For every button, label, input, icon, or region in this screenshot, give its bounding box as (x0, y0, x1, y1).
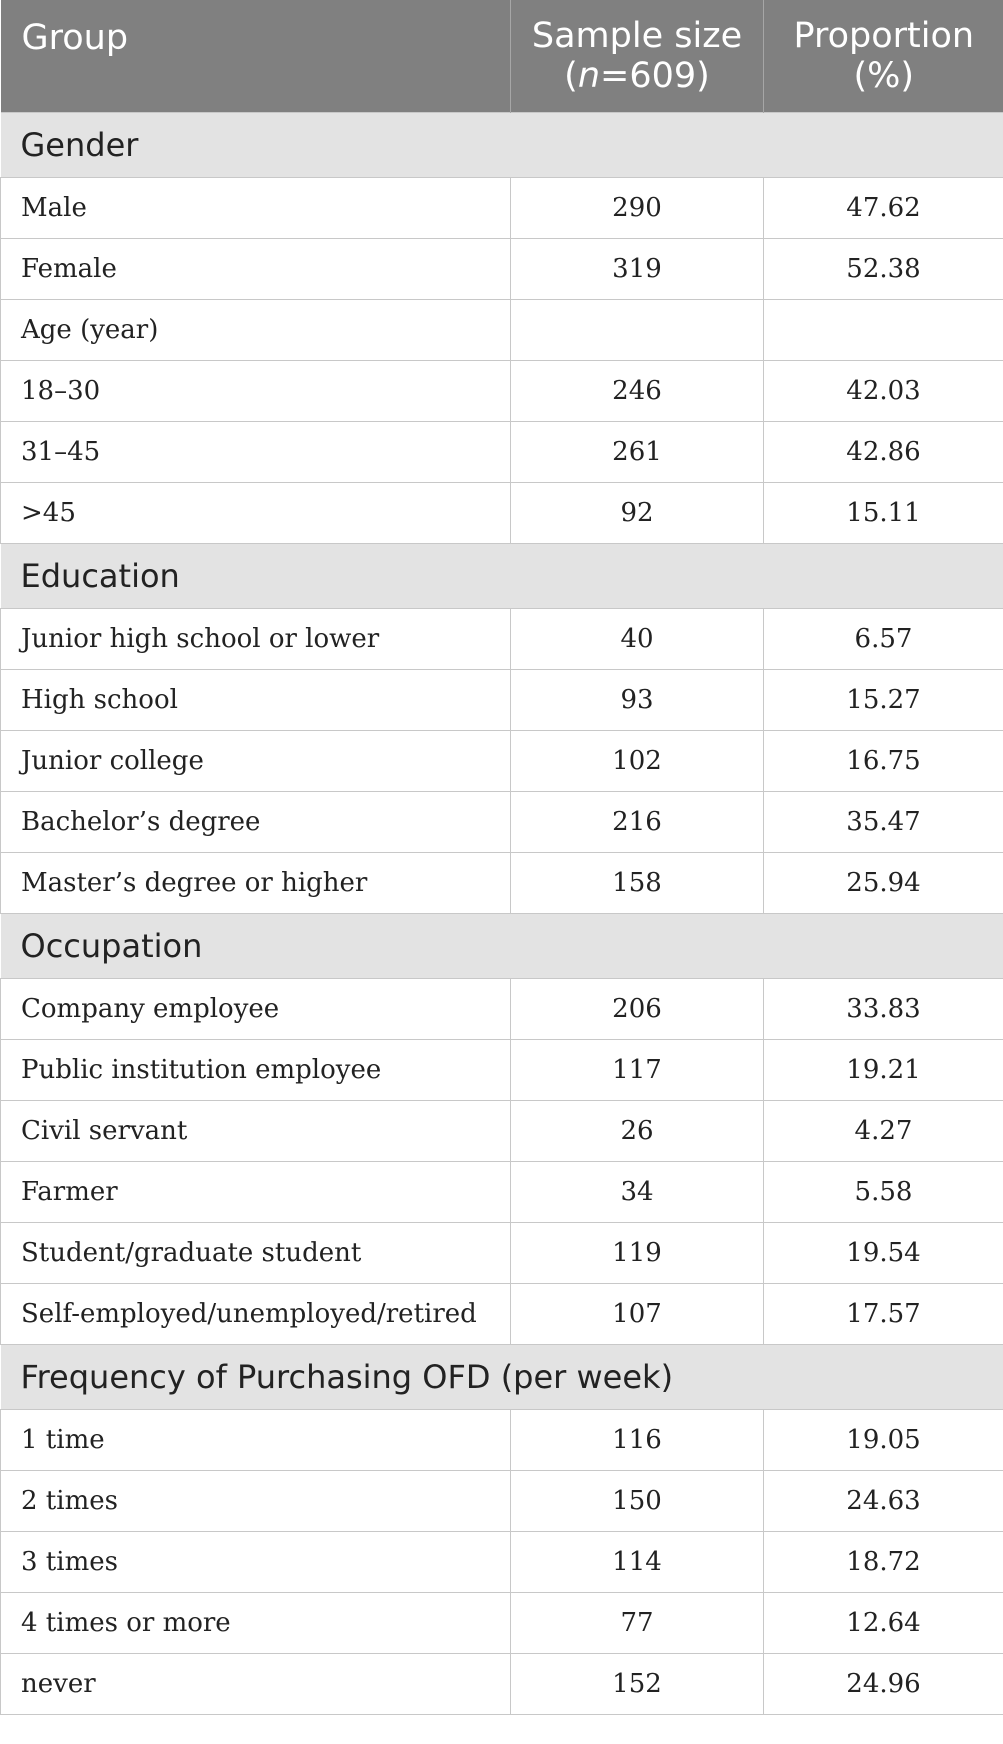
row-sample-size: 290 (511, 178, 764, 239)
table-row (1, 483, 1003, 544)
row-proportion: 4.27 (764, 1101, 1003, 1162)
table-row (1, 1223, 1003, 1284)
row-proportion: 35.47 (764, 792, 1003, 853)
row-label: Bachelor’s degree (1, 792, 511, 853)
row-sample-size: 206 (511, 979, 764, 1040)
row-proportion: 17.57 (764, 1284, 1003, 1345)
table-row (1, 792, 1003, 853)
row-proportion: 24.63 (764, 1471, 1003, 1532)
row-proportion: 12.64 (764, 1593, 1003, 1654)
row-proportion: 42.03 (764, 361, 1003, 422)
header-sample-size-line2: =609) (600, 56, 710, 96)
row-sample-size: 34 (511, 1162, 764, 1223)
row-sample-size: 216 (511, 792, 764, 853)
row-proportion: 19.05 (764, 1410, 1003, 1471)
row-sample-size: 117 (511, 1040, 764, 1101)
row-label: 31–45 (1, 422, 511, 483)
row-label: Junior high school or lower (1, 609, 511, 670)
table-row (1, 422, 1003, 483)
row-label: Junior college (1, 731, 511, 792)
row-label: Farmer (1, 1162, 511, 1223)
row-label: High school (1, 670, 511, 731)
row-proportion: 15.27 (764, 670, 1003, 731)
table-row (1, 361, 1003, 422)
row-sample-size: 246 (511, 361, 764, 422)
header-sample-size-paren: ( (564, 56, 578, 96)
row-proportion: 25.94 (764, 853, 1003, 914)
row-sample-size: 114 (511, 1532, 764, 1593)
section-title: Education (1, 544, 1003, 609)
row-proportion: 42.86 (764, 422, 1003, 483)
row-proportion (764, 300, 1003, 361)
row-sample-size: 40 (511, 609, 764, 670)
header-sample-size (511, 0, 764, 113)
row-label: Female (1, 239, 511, 300)
row-sample-size: 119 (511, 1223, 764, 1284)
section-title: Occupation (1, 914, 1003, 979)
table-row (1, 1654, 1003, 1715)
row-label: Student/graduate student (1, 1223, 511, 1284)
section-header-row (1, 914, 1003, 979)
section-header-row (1, 544, 1003, 609)
row-proportion: 52.38 (764, 239, 1003, 300)
row-label: 1 time (1, 1410, 511, 1471)
row-label: 2 times (1, 1471, 511, 1532)
row-label: Civil servant (1, 1101, 511, 1162)
row-proportion: 33.83 (764, 979, 1003, 1040)
row-label: 3 times (1, 1532, 511, 1593)
table-row (1, 1101, 1003, 1162)
row-sample-size: 116 (511, 1410, 764, 1471)
section-header-row (1, 1345, 1003, 1410)
header-proportion (764, 0, 1003, 113)
row-proportion: 16.75 (764, 731, 1003, 792)
table-row (1, 1284, 1003, 1345)
row-label: >45 (1, 483, 511, 544)
table-row (1, 1471, 1003, 1532)
row-proportion: 24.96 (764, 1654, 1003, 1715)
header-sample-size-line1: Sample size (531, 16, 743, 56)
header-group: Group (1, 0, 511, 113)
row-label: Public institution employee (1, 1040, 511, 1101)
row-sample-size: 26 (511, 1101, 764, 1162)
table-body (1, 113, 1003, 1715)
row-proportion: 15.11 (764, 483, 1003, 544)
row-sample-size: 319 (511, 239, 764, 300)
table-row (1, 670, 1003, 731)
header-row (1, 0, 1003, 113)
row-proportion: 47.62 (764, 178, 1003, 239)
row-sample-size: 93 (511, 670, 764, 731)
row-label: Male (1, 178, 511, 239)
header-sample-size-n: n (577, 56, 601, 96)
row-sample-size: 152 (511, 1654, 764, 1715)
table-row (1, 731, 1003, 792)
table-row (1, 178, 1003, 239)
header-proportion-line2: (%) (853, 56, 915, 96)
row-label: Self-employed/unemployed/retired (1, 1284, 511, 1345)
table-row (1, 1593, 1003, 1654)
row-sample-size (511, 300, 764, 361)
row-sample-size: 158 (511, 853, 764, 914)
row-label: Age (year) (1, 300, 511, 361)
table-row (1, 609, 1003, 670)
table-row (1, 1162, 1003, 1223)
row-proportion: 5.58 (764, 1162, 1003, 1223)
header-proportion-line1: Proportion (793, 16, 975, 56)
row-sample-size: 107 (511, 1284, 764, 1345)
row-sample-size: 102 (511, 731, 764, 792)
row-sample-size: 261 (511, 422, 764, 483)
section-title: Gender (1, 113, 1003, 178)
row-label: Master’s degree or higher (1, 853, 511, 914)
section-header-row (1, 113, 1003, 178)
row-proportion: 6.57 (764, 609, 1003, 670)
section-title: Frequency of Purchasing OFD (per week) (1, 1345, 1003, 1410)
row-proportion: 19.54 (764, 1223, 1003, 1284)
row-proportion: 18.72 (764, 1532, 1003, 1593)
row-label: 4 times or more (1, 1593, 511, 1654)
table-row (1, 979, 1003, 1040)
row-sample-size: 150 (511, 1471, 764, 1532)
row-label: Company employee (1, 979, 511, 1040)
row-label: 18–30 (1, 361, 511, 422)
table-row (1, 239, 1003, 300)
row-label: never (1, 1654, 511, 1715)
table-row (1, 1410, 1003, 1471)
table-row (1, 1040, 1003, 1101)
row-sample-size: 77 (511, 1593, 764, 1654)
table-row (1, 1532, 1003, 1593)
table-row (1, 853, 1003, 914)
table-row (1, 300, 1003, 361)
row-sample-size: 92 (511, 483, 764, 544)
row-proportion: 19.21 (764, 1040, 1003, 1101)
